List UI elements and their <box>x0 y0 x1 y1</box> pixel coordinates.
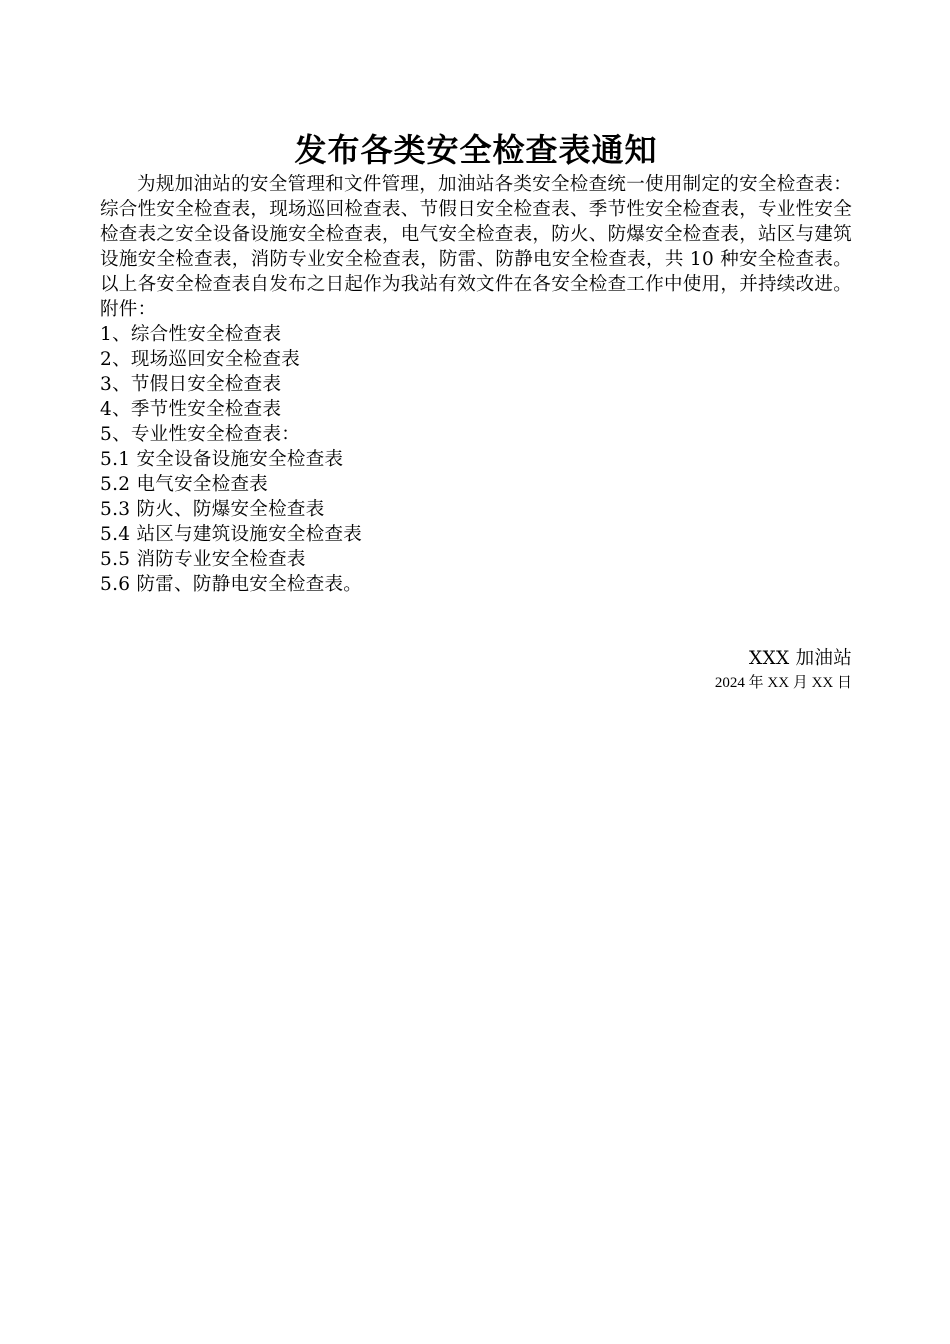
attachment-item: 5.1 安全设备设施安全检查表 <box>100 449 344 470</box>
attachment-list <box>100 322 852 597</box>
attachment-item: 2、现场巡回安全检查表 <box>100 349 301 370</box>
signature-date: 2024 年 XX 月 XX 日 <box>714 675 852 691</box>
attachment-item: 5.5 消防专业安全检查表 <box>100 549 306 570</box>
signature-block <box>715 646 852 694</box>
document-title: 发布各类安全检查表通知 <box>294 131 658 169</box>
attachment-item: 5.6 防雷、防静电安全检查表。 <box>100 574 363 595</box>
attachments-label: 附件： <box>100 299 157 320</box>
attachment-item: 4、季节性安全检查表 <box>100 399 282 420</box>
attachment-item: 5、专业性安全检查表： <box>100 424 301 445</box>
signature-organization: XXX 加油站 <box>749 648 852 669</box>
attachment-item: 3、节假日安全检查表 <box>100 374 282 395</box>
attachment-item: 1、综合性安全检查表 <box>100 324 282 345</box>
attachment-item: 5.2 电气安全检查表 <box>100 474 269 495</box>
attachment-item: 5.4 站区与建筑设施安全检查表 <box>100 524 363 545</box>
attachment-item: 5.3 防火、防爆安全检查表 <box>100 499 325 520</box>
document-page <box>100 128 852 597</box>
notice-paragraph: 为规加油站的安全管理和文件管理，加油站各类安全检查统一使用制定的安全检查表：综合性安全检查表，现场巡回检查表、节假日安全检查表、季节性安全检查表，专业性安全检查表之安全设备设施安全检查表，电气安全检查表，防火、防爆安全检查表，站区与建筑设施安全检查表，消防专业安全检查表，防雷、防静电安全检查表，共 10 种安全检查表。以上各安全检查表自发布之日起作为我站有效文件在各安全检查工作中使用，并持续改进。 <box>100 174 853 295</box>
